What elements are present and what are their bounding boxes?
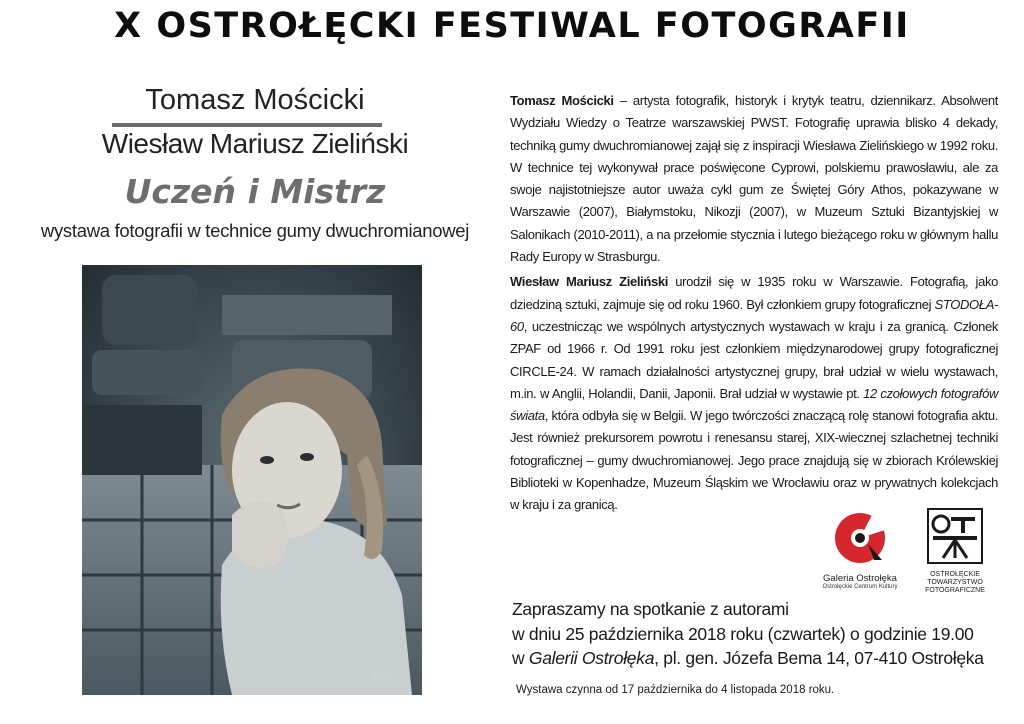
galeria-subtitle: Ostrołęckie Centrum Kultury xyxy=(822,584,898,590)
otf-logo-icon xyxy=(927,508,983,564)
bio2-text-a: urodził się w 1935 roku w Warszawie. Fotografią, jako dziedziną sztuki, zajmuje się od roku 1960. Był członkiem grupy fotograficznej xyxy=(510,274,998,312)
photo-signature: ZB5 xyxy=(370,669,393,682)
otf-name xyxy=(910,571,1000,595)
bio2-group-name: STODOŁA-60 xyxy=(510,296,998,334)
author-name-1: Tomasz Mościcki xyxy=(145,84,365,116)
festival-title: X OSTROŁĘCKI FESTIWAL FOTOGRAFII xyxy=(114,6,910,46)
bio2-text-c: , która odbyła się w Belgii. W jego twórczości znaczącą rolę stanowi fotografia aktu. Jest również prekursorem powrotu i renesansu starej, XIX-wiecznej szlachetnej techniki fotograficznej – gumy dwuchromianowej. Jego prace znajdują się w zbiorach Królewskiej Biblioteki w Kopenhadze, Muzeum Śląskim we Wrocławiu oraz w prywatnych kolekcjach w kraju i za granicą. xyxy=(510,408,998,513)
galeria-name: Galeria Ostrołęka xyxy=(823,573,897,584)
otf-line-2: TOWARZYSTWO xyxy=(927,579,983,586)
author-underline xyxy=(112,123,382,127)
bio1-name: Tomasz Mościcki xyxy=(510,93,614,108)
galeria-logo-icon xyxy=(830,510,890,565)
bio-paragraph-2 xyxy=(510,271,998,516)
otf-line-3: FOTOGRAFICZNE xyxy=(925,587,985,594)
invitation xyxy=(512,597,992,671)
bio2-name: Wiesław Mariusz Zieliński xyxy=(510,274,669,290)
opening-hours-note: Wystawa czynna od 17 października do 4 listopada 2018 roku. xyxy=(516,684,835,696)
invite-line-2: w dniu 25 października 2018 roku (czwartek) o godzinie 19.00 xyxy=(512,623,974,644)
invite-line-3 xyxy=(512,646,992,671)
exhibition-title: Uczeń i Mistrz xyxy=(124,172,386,211)
galeria-ostroleka-logo xyxy=(810,510,910,595)
bio-paragraph-1 xyxy=(510,90,998,268)
invite-venue: Galerii Ostrołęka xyxy=(528,648,655,668)
bio1-text: – artysta fotografik, historyk i krytyk teatru, dziennikarz. Absolwent Wydziału Wiedzy o Teatrze warszawskiej PWST. Fotografię uprawia blisko 4 dekady, techniką gumy dwuchromianowej zajął się z inspiracji Wiesława Zielińskiego w 1992 roku. W technice tej wykonywał prace poświęcone Cyprowi, polskiemu prawosławiu, ale za swoje najistotniejsze autor uważa cykl gum ze Świętej Góry Athos, pokazywane w Warszawie (2007), Białymstoku, Nikozji (2007), w Muzeum Sztuki Bizantyjskiej w Salonikach (2010-2011), a na przełomie stycznia i lutego bieżącego roku w głównym hallu Rady Europy w Strasburgu. xyxy=(510,93,998,265)
otf-logo xyxy=(910,508,1000,603)
bio2-text-b: , uczestnicząc we wspólnych artystycznych wystawach w kraju i za granicą. Członek ZPAF od 1966 r. Od 1991 roku jest członkiem międzynarodowej grupy fotograficznej CIRCLE-24. W ramach działalności artystycznej grupy, brał udział w wielu wystawach, m.in. w Anglii, Holandii, Danii, Japonii. Brał udział w wystawie pt. xyxy=(510,318,998,401)
invite-line-3-prefix: w xyxy=(512,648,529,668)
bio2-exhibition-name: 12 czołowych fotografów świata xyxy=(510,385,998,424)
girl-portrait-photo xyxy=(82,265,422,695)
exhibition-subtitle: wystawa fotografii w technice gumy dwuchromianowej xyxy=(40,220,470,241)
invite-line-1: Zapraszamy na spotkanie z autorami xyxy=(512,599,789,619)
bio-text xyxy=(510,90,998,520)
invite-address: , pl. gen. Józefa Bema 14, 07-410 Ostrołęka xyxy=(654,648,984,668)
exhibition-photo xyxy=(82,265,422,695)
author-name-2: Wiesław Mariusz Zieliński xyxy=(101,128,409,159)
otf-line-1: OSTROŁĘCKIE xyxy=(930,571,980,578)
